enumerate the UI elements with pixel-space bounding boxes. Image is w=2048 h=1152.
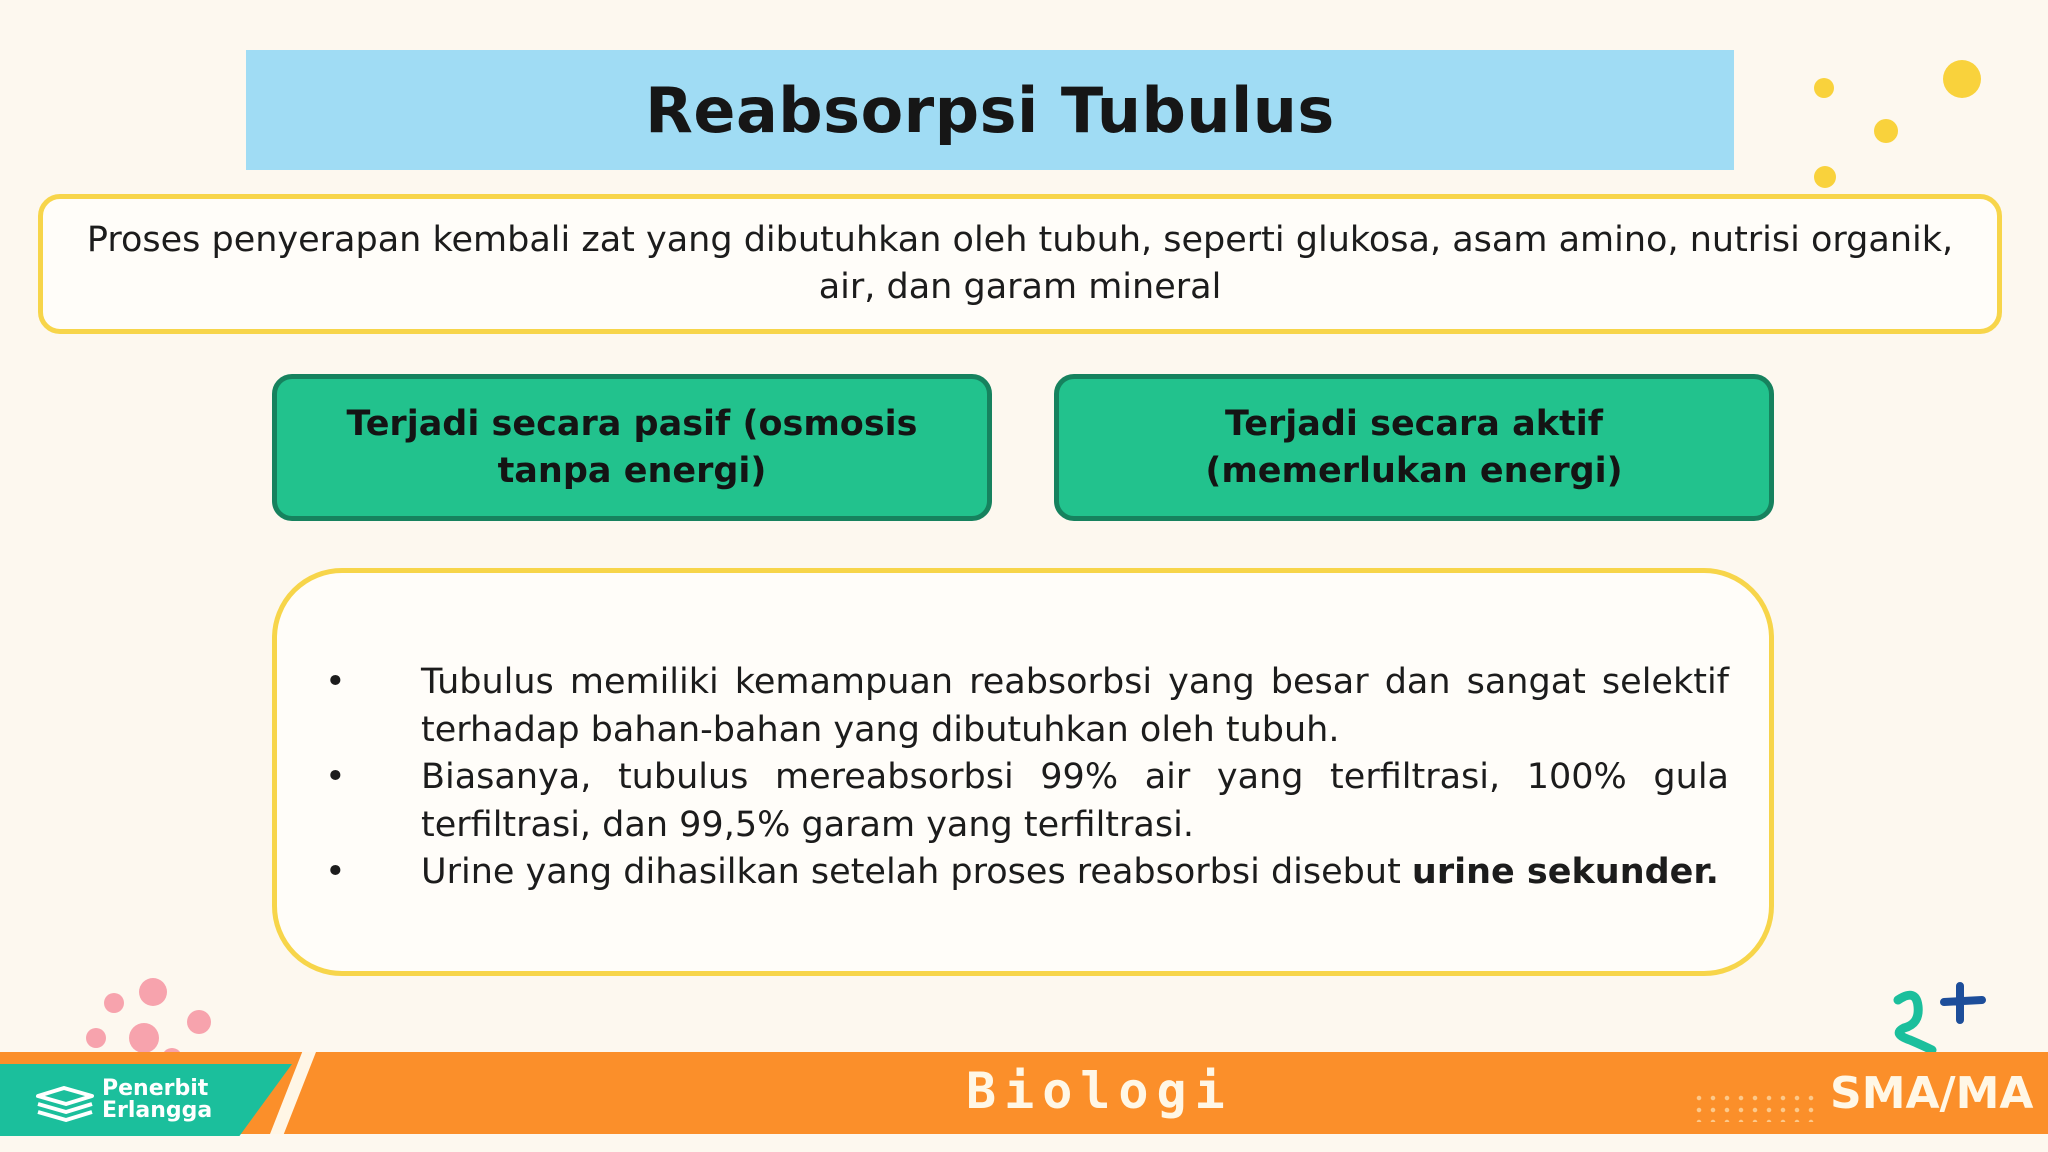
book-stack-icon [34, 1084, 96, 1124]
definition-text: Proses penyerapan kembali zat yang dibutuhkan oleh tubuh, seperti glukosa, asam amino, nutrisi organik, air, dan garam mineral [86, 220, 1954, 307]
pink-dots-decoration [80, 970, 230, 1060]
bullet-bold-term: urine sekunder. [1411, 852, 1719, 892]
definition-box [38, 194, 2002, 334]
passive-card-label: Terjadi secara pasif (osmosis tanpa energi) [346, 403, 918, 491]
footer-dots-decoration [1692, 1092, 1822, 1122]
bullet-item [317, 659, 1729, 754]
detail-box [272, 568, 1774, 976]
active-card [1054, 374, 1774, 521]
bullet-item [317, 754, 1729, 849]
bullet-text: Urine yang dihasilkan setelah proses reabsorbsi disebut [421, 852, 1412, 892]
subject-label: Biologi [966, 1062, 1233, 1120]
passive-card [272, 374, 992, 521]
publisher-line-2: Erlangga [102, 1098, 213, 1123]
level-label: SMA/MA [1830, 1068, 2034, 1119]
yellow-dots-decoration [1800, 52, 2000, 192]
title-bar [246, 50, 1734, 170]
bullet-item [317, 849, 1729, 897]
slide-title: Reabsorpsi Tubulus [645, 73, 1335, 147]
bullet-marker: • [325, 662, 346, 702]
publisher-line-1: Penerbit [102, 1076, 209, 1101]
bullet-marker: • [325, 852, 346, 892]
bullet-list [317, 659, 1729, 897]
bullet-text: Tubulus memiliki kemampuan reabsorbsi yang besar dan sangat selektif terhadap bahan-bahan yang dibutuhkan oleh tubuh. [421, 662, 1729, 750]
bullet-marker: • [325, 757, 346, 797]
publisher-logo-text [102, 1078, 212, 1122]
bullet-text: Biasanya, tubulus mereabsorbsi 99% air yang terfiltrasi, 100% gula terfiltrasi, dan 99,5% garam yang terfiltrasi. [421, 757, 1729, 845]
active-card-label: Terjadi secara aktif (memerlukan energi) [1205, 403, 1623, 491]
squiggle-plus-icon [1888, 982, 1998, 1054]
